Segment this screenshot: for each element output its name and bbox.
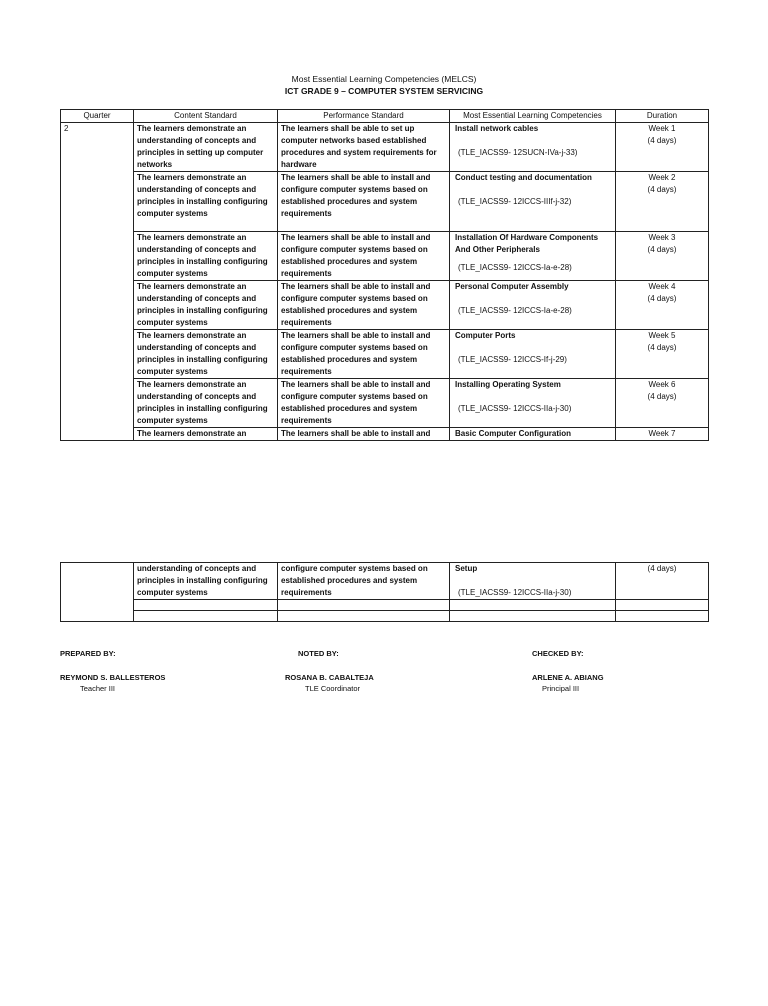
days-label: (4 days)	[647, 343, 677, 352]
competency-cell	[450, 232, 616, 281]
performance-standard-cell: The learners shall be able to install and configure computer systems based on established procedures and system requirements	[278, 281, 450, 330]
competency-cell	[450, 563, 616, 600]
competency-name: Conduct testing and documentation	[455, 173, 592, 182]
duration-cell	[616, 330, 709, 379]
duration-cell	[616, 232, 709, 281]
table-row	[61, 379, 709, 428]
performance-standard-cell: The learners shall be able to install and	[278, 428, 450, 441]
table-row	[61, 428, 709, 441]
performance-standard-cell: The learners shall be able to install and configure computer systems based on established procedures and system requirements	[278, 172, 450, 232]
checked-by-label: CHECKED BY:	[532, 649, 584, 658]
week-label: Week 2	[648, 173, 676, 182]
days-label: (4 days)	[647, 294, 677, 303]
competency-name: Installation Of Hardware Components And Other Peripherals	[455, 233, 599, 254]
empty-cell	[616, 611, 709, 622]
duration-cell	[616, 123, 709, 172]
header-content-standard: Content Standard	[134, 110, 278, 123]
competency-cell	[450, 123, 616, 172]
competency-name: Personal Computer Assembly	[455, 282, 569, 291]
checked-by-role: Principal III	[542, 684, 580, 693]
document-subtitle: ICT GRADE 9 – COMPUTER SYSTEM SERVICING	[284, 86, 484, 96]
melc-table-continued	[60, 562, 709, 622]
noted-by-label: NOTED BY:	[298, 649, 339, 658]
content-standard-cell: The learners demonstrate an understanding of concepts and principles in installing configuring computer systems	[134, 172, 278, 232]
header-quarter: Quarter	[61, 110, 134, 123]
empty-cell	[450, 611, 616, 622]
competency-code: (TLE_IACSS9- 12SUCN-IVa-j-33)	[458, 148, 578, 157]
noted-by-role: TLE Coordinator	[305, 684, 361, 693]
competency-name: Install network cables	[455, 124, 539, 133]
table-row	[61, 330, 709, 379]
prepared-by-role: Teacher III	[80, 684, 116, 693]
quarter-cell	[61, 563, 134, 622]
header-duration: Duration	[616, 110, 709, 123]
competency-cell	[450, 172, 616, 232]
table-row	[61, 611, 709, 622]
checked-by-name: ARLENE A. ABIANG	[532, 673, 604, 682]
duration-cell	[616, 428, 709, 441]
noted-by-name: ROSANA B. CABALTEJA	[285, 673, 374, 682]
duration-cell	[616, 379, 709, 428]
header-competencies: Most Essential Learning Competencies	[450, 110, 616, 123]
competency-name: Computer Ports	[455, 331, 516, 340]
competency-cell	[450, 379, 616, 428]
week-label: Week 1	[648, 124, 676, 133]
table-row	[61, 123, 709, 172]
competency-code: (TLE_IACSS9- 12ICCS-If-j-29)	[458, 355, 567, 364]
empty-cell	[450, 600, 616, 611]
competency-name: Setup	[455, 564, 478, 573]
days-label: (4 days)	[647, 185, 677, 194]
performance-standard-cell: The learners shall be able to install and configure computer systems based on established procedures and system requirements	[278, 330, 450, 379]
days-label: (4 days)	[647, 245, 677, 254]
empty-cell	[134, 611, 278, 622]
duration-cell	[616, 172, 709, 232]
competency-code: (TLE_IACSS9- 12ICCS-Ia-e-28)	[458, 306, 572, 315]
document-title: Most Essential Learning Competencies (MELCS)	[291, 74, 477, 84]
competency-cell	[450, 330, 616, 379]
table-row	[61, 563, 709, 600]
content-standard-cell: The learners demonstrate an understanding of concepts and principles in setting up computer networks	[134, 123, 278, 172]
days-label: (4 days)	[647, 392, 677, 401]
content-standard-cell: The learners demonstrate an understanding of concepts and principles in installing configuring computer systems	[134, 330, 278, 379]
competency-name: Installing Operating System	[455, 380, 561, 389]
week-label: Week 3	[648, 233, 676, 242]
performance-standard-cell: The learners shall be able to set up computer networks based established procedures and system requirements for hardware	[278, 123, 450, 172]
empty-cell	[278, 600, 450, 611]
competency-code: (TLE_IACSS9- 12ICCS-Ia-e-28)	[458, 263, 572, 272]
header-performance-standard: Performance Standard	[278, 110, 450, 123]
performance-standard-cell: configure computer systems based on established procedures and system requirements	[278, 563, 450, 600]
competency-name: Basic Computer Configuration	[455, 429, 572, 438]
duration-cell	[616, 563, 709, 600]
table-row	[61, 281, 709, 330]
performance-standard-cell: The learners shall be able to install and configure computer systems based on established procedures and system requirements	[278, 232, 450, 281]
week-label: Week 4	[648, 282, 676, 291]
content-standard-cell: The learners demonstrate an	[134, 428, 278, 441]
days-label: (4 days)	[647, 564, 677, 573]
week-label: Week 7	[648, 429, 676, 438]
duration-cell	[616, 281, 709, 330]
empty-cell	[278, 611, 450, 622]
competency-cell	[450, 428, 616, 441]
content-standard-cell: The learners demonstrate an understanding of concepts and principles in installing configuring computer systems	[134, 281, 278, 330]
prepared-by-name: REYMOND S. BALLESTEROS	[60, 673, 166, 682]
competency-code: (TLE_IACSS9- 12ICCS-IIa-j-30)	[458, 588, 572, 597]
content-standard-cell: The learners demonstrate an understanding of concepts and principles in installing configuring computer systems	[134, 232, 278, 281]
week-label: Week 5	[648, 331, 676, 340]
table-row	[61, 232, 709, 281]
week-label: Week 6	[648, 380, 676, 389]
table-row	[61, 600, 709, 611]
table-header-row	[61, 110, 709, 123]
content-standard-cell: understanding of concepts and principles in installing configuring computer systems	[134, 563, 278, 600]
performance-standard-cell: The learners shall be able to install and configure computer systems based on established procedures and system requirements	[278, 379, 450, 428]
empty-cell	[616, 600, 709, 611]
competency-code: (TLE_IACSS9- 12ICCS-IIIf-j-32)	[458, 197, 572, 206]
empty-cell	[134, 600, 278, 611]
content-standard-cell: The learners demonstrate an understanding of concepts and principles in installing configuring computer systems	[134, 379, 278, 428]
competency-cell	[450, 281, 616, 330]
melc-table	[60, 109, 709, 441]
days-label: (4 days)	[647, 136, 677, 145]
prepared-by-label: PREPARED BY:	[60, 649, 116, 658]
quarter-cell: 2	[61, 123, 134, 441]
table-row	[61, 172, 709, 232]
competency-code: (TLE_IACSS9- 12ICCS-IIa-j-30)	[458, 404, 572, 413]
